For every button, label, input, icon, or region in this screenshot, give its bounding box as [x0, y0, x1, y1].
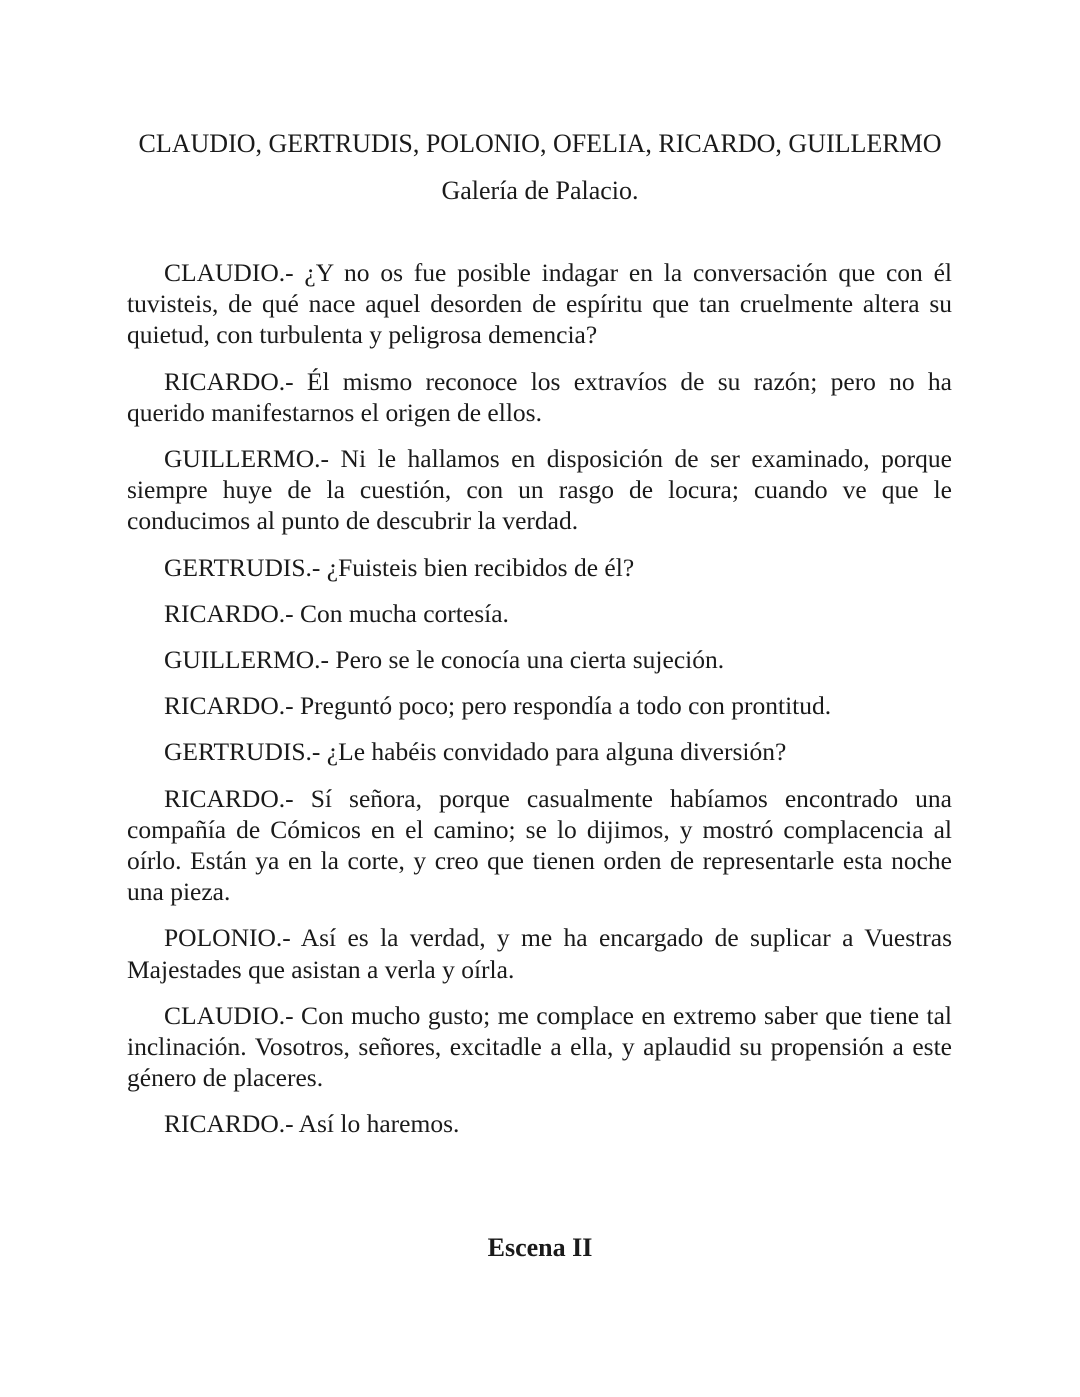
scene-heading: Escena II [487, 1233, 593, 1262]
speech-paragraph: CLAUDIO.- ¿Y no os fue posible indagar en la conversación que con él tuvisteis, de qué nace aquel desorden de espíritu que tan cruelmente altera su quietud, con turbulenta y peligrosa demencia? [127, 258, 952, 350]
speech-paragraph: RICARDO.- Con mucha cortesía. [164, 598, 509, 628]
speech-paragraph: POLONIO.- Así es la verdad, y me ha encargado de suplicar a Vuestras Majestades que asistan a verla y oírla. [127, 923, 952, 984]
speech-paragraph: RICARDO.- Así lo haremos. [164, 1109, 460, 1139]
speech-paragraph: GUILLERMO.- Ni le hallamos en disposición de ser examinado, porque siempre huye de la cuestión, con un rasgo de locura; cuando ve que le conducimos al punto de descubrir la verdad. [127, 444, 952, 536]
speech-paragraph: RICARDO.- Él mismo reconoce los extravíos de su razón; pero no ha querido manifestarnos el origen de ellos. [127, 366, 952, 427]
speech-paragraph: RICARDO.- Sí señora, porque casualmente habíamos encontrado una compañía de Cómicos en el camino; se lo dijimos, y mostró complacencia al oírlo. Están ya en la corte, y creo que tienen orden de representarle esta noche una pieza. [127, 783, 952, 907]
cast-list: CLAUDIO, GERTRUDIS, POLONIO, OFELIA, RICARDO, GUILLERMO [138, 129, 942, 158]
speech-paragraph: GERTRUDIS.- ¿Le habéis convidado para alguna diversión? [164, 737, 787, 767]
speech-paragraph: GERTRUDIS.- ¿Fuisteis bien recibidos de él? [164, 552, 635, 582]
speech-paragraph: GUILLERMO.- Pero se le conocía una cierta sujeción. [164, 645, 725, 675]
speech-paragraph: CLAUDIO.- Con mucho gusto; me complace en extremo saber que tiene tal inclinación. Vosotros, señores, excitadle a ella, y aplaudid su propensión a este género de placeres. [127, 1000, 952, 1093]
speech-paragraph: RICARDO.- Preguntó poco; pero respondía a todo con prontitud. [164, 691, 832, 721]
dialogue-block [127, 257, 952, 1155]
scene-setting: Galería de Palacio. [441, 176, 639, 205]
